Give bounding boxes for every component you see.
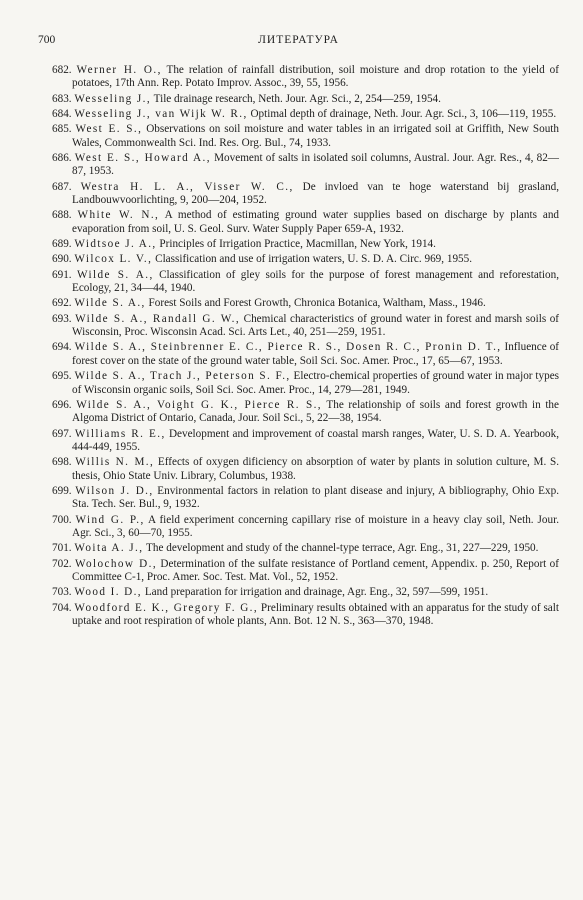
reference-authors: Wind G. P., [75, 513, 145, 526]
reference-number: 698. [52, 456, 72, 469]
reference-entry [38, 542, 559, 555]
reference-number: 683. [52, 92, 72, 105]
reference-number: 700. [52, 513, 72, 526]
reference-entry [38, 428, 559, 455]
reference-authors: Wilde S. A., Trach J., Peterson S. F., [74, 370, 291, 383]
reference-number: 697. [52, 427, 72, 440]
reference-text: Optimal depth of drainage, Neth. Jour. Agr. Sci., 3, 106—119, 1955. [250, 108, 557, 120]
reference-entry [38, 297, 559, 310]
reference-entry [38, 341, 559, 368]
reference-text: Chemical characteristics of ground water in forest and marsh soils of Wisconsin, Proc. Wisconsin Acad. Sci. Arts Let., 40, 251—259, 1951. [72, 312, 560, 339]
reference-text: Effects of oxygen dificiency on absorption of water by plants in solution culture, M. S. thesis, Ohio State Univ. Library, Columbus, 1938. [72, 456, 560, 482]
reference-number: 687. [52, 180, 72, 193]
reference-entry [38, 485, 559, 512]
reference-authors: Westra H. L. A., Visser W. C., [80, 180, 294, 193]
page-header [38, 34, 559, 50]
reference-entry [38, 93, 559, 106]
reference-authors: Wood I. D., [74, 586, 143, 599]
reference-text: The relationship of soils and forest growth in the Algoma District of Ontario, Canada, Jour. Soil Sci., 5, 22—38, 1954. [72, 398, 559, 425]
reference-number: 690. [52, 253, 72, 266]
reference-text: Environmental factors in relation to plant disease and injury, A bibliography, Ohio Exp. Sta. Tech. Ser. Bul., 9, 1932. [72, 484, 559, 511]
reference-number: 684. [52, 108, 72, 120]
reference-entry [38, 209, 559, 236]
reference-entry [38, 238, 559, 251]
reference-entry [38, 253, 559, 266]
reference-authors: Wilde S. A., Steinbrenner E. C., Pierce R. S., Dosen R. C., Pronin D. T., [74, 341, 502, 354]
reference-number: 688. [52, 209, 72, 222]
reference-text: Tile drainage research, Neth. Jour. Agr. Sci., 2, 254—259, 1954. [153, 92, 441, 105]
reference-text: Development and improvement of coastal marsh ranges, Water, U. S. D. A. Yearbook, 444-449, 1955. [72, 427, 560, 453]
reference-number: 704. [52, 601, 72, 614]
reference-authors: West E. S., Howard A., [74, 152, 211, 164]
reference-text: The development and study of the channel-type terrace, Agr. Eng., 31, 227—229, 1950. [146, 542, 539, 555]
reference-text: A field experiment concerning capillary rise of moisture in a heavy clay soil, Neth. Jour. Agr. Sci., 3, 60—70, 1955. [72, 513, 559, 540]
reference-number: 693. [52, 312, 72, 325]
reference-authors: Wesseling J., [74, 92, 152, 105]
reference-authors: White W. N., [77, 209, 160, 222]
reference-number: 701. [52, 542, 72, 555]
reference-authors: West E. S., [75, 123, 143, 136]
reference-number: 689. [52, 238, 72, 251]
reference-entry [38, 602, 559, 629]
reference-text: Influence of forest cover on the state of the ground water table, Soil Sci. Soc. Amer. Proc., 17, 65—67, 1953. [72, 341, 560, 367]
reference-number: 694. [52, 341, 72, 354]
reference-authors: Wilson J. D., [75, 484, 154, 497]
reference-authors: Wilde S. A., Voight G. K., Pierce R. S., [76, 398, 322, 411]
reference-number: 692. [52, 297, 72, 310]
reference-text: Preliminary results obtained with an apparatus for the study of salt uptake and root respiration of whole plants, Ann. Bot. 12 N. S., 363—370, 1948. [72, 601, 559, 628]
reference-authors: Wilde S. A., [77, 268, 154, 281]
reference-text: A method of estimating ground water supplies based on discharge by plants and evaporation from soil, U. S. Geol. Surv. Water Supply Paper 659-A, 1932. [72, 209, 560, 235]
reference-entry [38, 181, 559, 208]
reference-authors: Woita A. J., [74, 542, 144, 555]
reference-authors: Wilde S. A., Randall G. W., [75, 312, 241, 325]
reference-authors: Willis N. M., [75, 456, 155, 469]
reference-entry [38, 370, 559, 397]
reference-number: 699. [52, 484, 72, 497]
reference-entry [38, 399, 559, 426]
reference-entry [38, 269, 559, 296]
reference-text: Determination of the sulfate resistance of Portland cement, Appendix. p. 250, Report of Committee C-1, Proc. Amer. Soc. Test. Mat. Vol., 52, 1952. [72, 557, 559, 584]
page-number: 700 [38, 34, 56, 46]
reference-authors: Wilde S. A., [74, 297, 146, 310]
reference-text: Electro-chemical properties of ground water in major types of Wisconsin organic soils, Soil Sci. Soc. Amer. Proc., 14, 279—281, 1949. [72, 370, 560, 396]
reference-number: 686. [52, 152, 72, 164]
reference-authors: Wesseling J., van Wijk W. R., [74, 108, 248, 120]
reference-number: 695. [52, 370, 72, 383]
reference-authors: Widtsoe J. A., [74, 238, 157, 251]
reference-text: Classification of gley soils for the purpose of forest management and reforestation, Ecology, 21, 34—44, 1940. [72, 268, 560, 295]
reference-text: Forest Soils and Forest Growth, Chronica Botanica, Waltham, Mass., 1946. [148, 297, 486, 310]
reference-entry [38, 514, 559, 541]
reference-entry [38, 64, 559, 91]
reference-text: Classification and use of irrigation waters, U. S. D. A. Circ. 969, 1955. [155, 253, 473, 266]
reference-number: 691. [52, 268, 72, 281]
reference-number: 702. [52, 557, 72, 570]
reference-entry [38, 456, 559, 483]
reference-authors: Werner H. O., [76, 64, 162, 76]
reference-number: 682. [52, 64, 72, 76]
reference-authors: Wilcox L. V., [74, 253, 153, 266]
reference-authors: Williams R. E., [74, 427, 166, 440]
reference-text: The relation of rainfall distribution, soil moisture and drop rotation to the yield of potatoes, 17th Ann. Rep. Potato Improv. Assoc., 39, 55, 1956. [72, 64, 559, 90]
reference-text: Principles of Irrigation Practice, Macmillan, New York, 1914. [159, 238, 436, 251]
reference-number: 696. [52, 398, 72, 411]
running-title: ЛИТЕРАТУРА [258, 34, 339, 46]
reference-entry [38, 123, 559, 150]
reference-number: 685. [52, 123, 72, 136]
reference-text: Observations on soil moisture and water tables in an irrigated soil at Griffith, New South Wales, Commonwealth Sci. Ind. Res. Org. Bul., 74, 1933. [72, 123, 560, 149]
reference-authors: Woodford E. K., Gregory F. G., [74, 601, 259, 614]
reference-text: Movement of salts in isolated soil columns, Austral. Jour. Agr. Res., 4, 82—87, 1953. [72, 152, 559, 178]
reference-entry [38, 558, 559, 585]
reference-entry [38, 152, 559, 179]
reference-authors: Wolochow D., [74, 557, 158, 570]
reference-entry [38, 586, 559, 599]
reference-text: De invloed van te hoge waterstand bij grasland, Landbouwvoorlichting, 9, 200—204, 1952. [72, 180, 560, 207]
reference-list [38, 64, 559, 628]
reference-number: 703. [52, 586, 72, 599]
reference-entry [38, 313, 559, 340]
reference-entry [38, 108, 559, 121]
reference-text: Land preparation for irrigation and drainage, Agr. Eng., 32, 597—599, 1951. [144, 586, 489, 599]
